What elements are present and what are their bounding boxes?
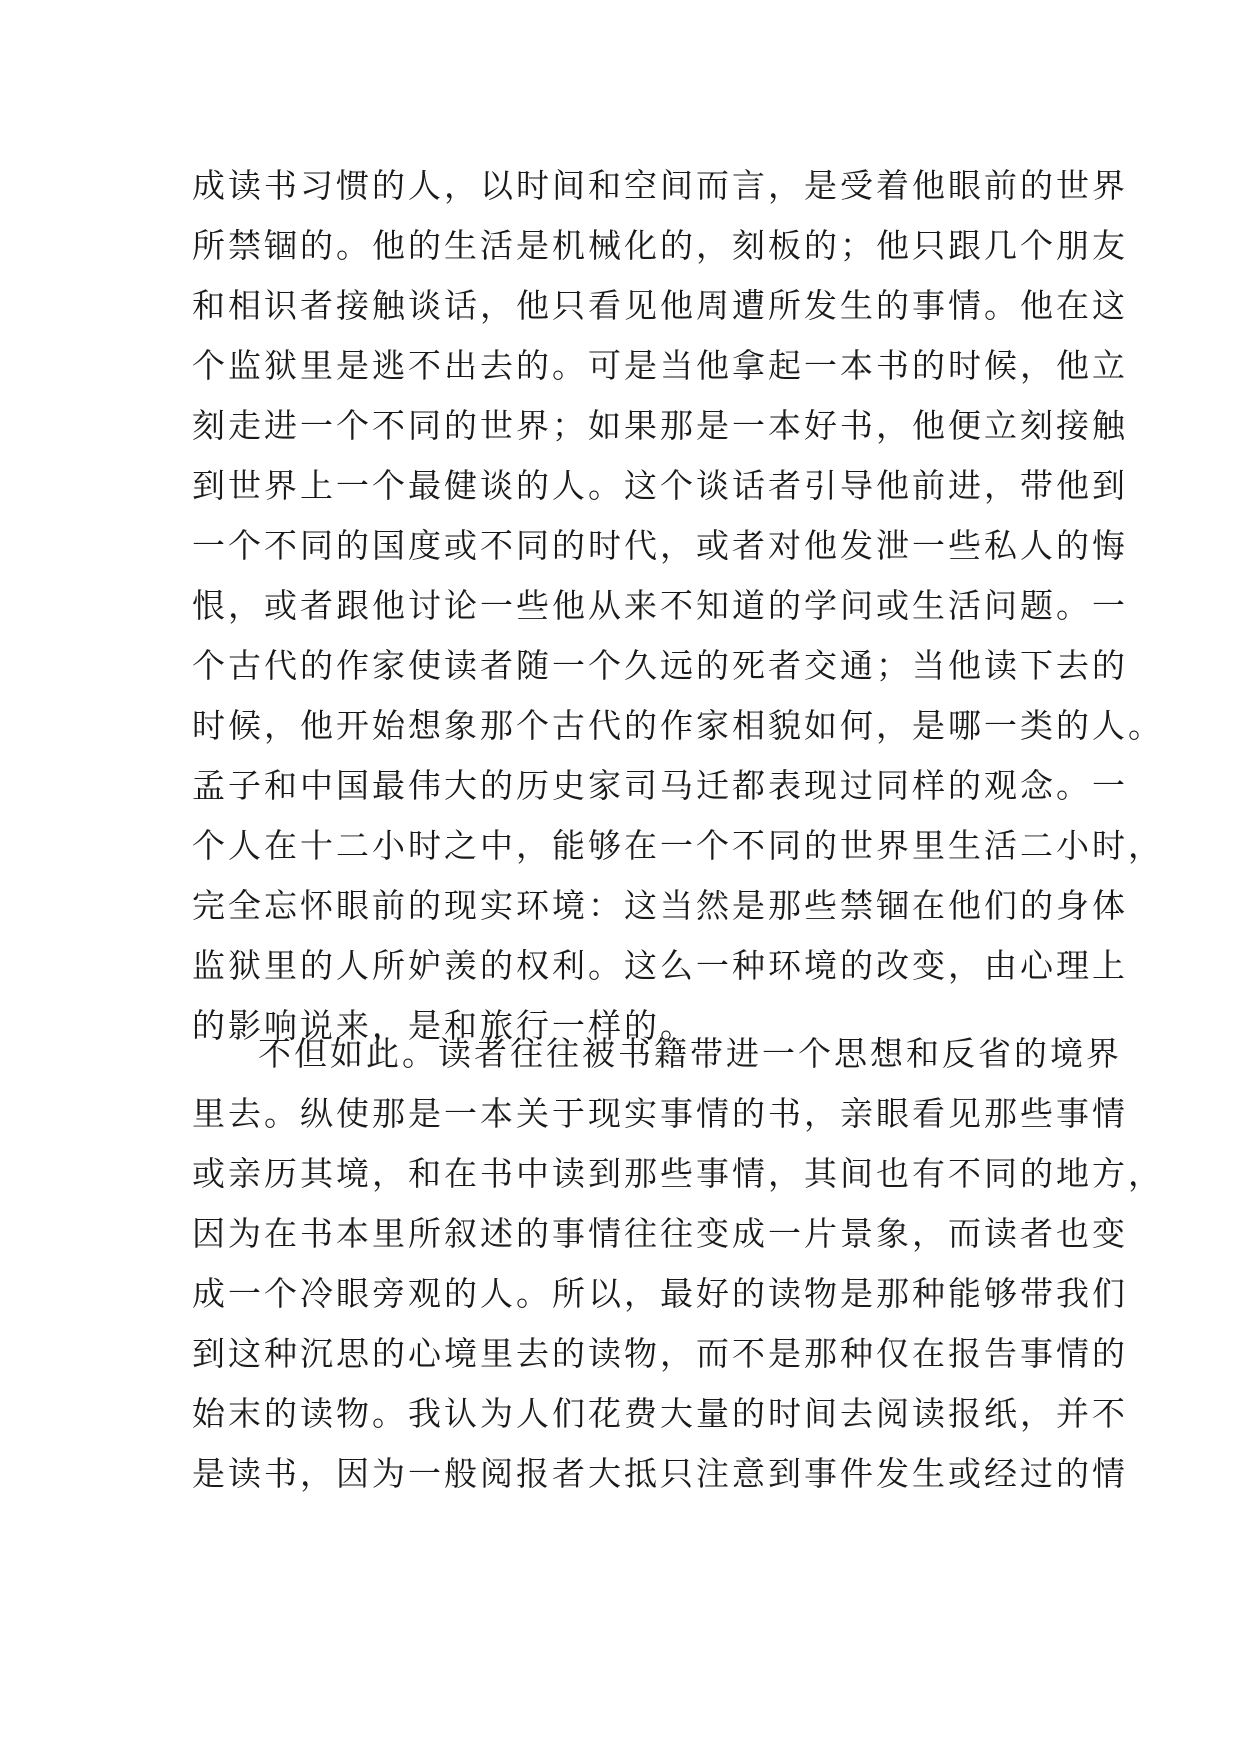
paragraph-line: 时候，他开始想象那个古代的作家相貌如何，是哪一类的人。 [192,706,1164,745]
paragraph-line: 是读书，因为一般阅报者大抵只注意到事件发生或经过的情 [192,1454,1128,1493]
paragraph-line: 恨，或者跟他讨论一些他从来不知道的学问或生活问题。一 [192,586,1128,625]
paragraph-line: 里去。纵使那是一本关于现实事情的书，亲眼看见那些事情 [192,1094,1128,1133]
paragraph-line: 所禁锢的。他的生活是机械化的，刻板的；他只跟几个朋友 [192,226,1128,265]
paragraph-line: 监狱里的人所妒羡的权利。这么一种环境的改变，由心理上 [192,946,1128,985]
paragraph-line: 完全忘怀眼前的现实环境：这当然是那些禁锢在他们的身体 [192,886,1128,925]
paragraph-line: 和相识者接触谈话，他只看见他周遭所发生的事情。他在这 [192,286,1128,325]
paragraph-line: 或亲历其境，和在书中读到那些事情，其间也有不同的地方， [192,1154,1164,1193]
paragraph-line: 个人在十二小时之中，能够在一个不同的世界里生活二小时， [192,826,1164,865]
paragraph-line: 到世界上一个最健谈的人。这个谈话者引导他前进，带他到 [192,466,1128,505]
paragraph-1 [192,156,1164,1056]
paragraph-line: 孟子和中国最伟大的历史家司马迁都表现过同样的观念。一 [192,766,1128,805]
paragraph-2 [192,1024,1164,1504]
paragraph-line: 因为在书本里所叙述的事情往往变成一片景象，而读者也变 [192,1214,1128,1253]
paragraph-line: 成一个冷眼旁观的人。所以，最好的读物是那种能够带我们 [192,1274,1128,1313]
paragraph-line: 的影响说来，是和旅行一样的。 [192,1006,696,1045]
paragraph-line: 刻走进一个不同的世界；如果那是一本好书，他便立刻接触 [192,406,1128,445]
paragraph-line: 个监狱里是逃不出去的。可是当他拿起一本书的时候，他立 [192,346,1128,385]
paragraph-line: 一个不同的国度或不同的时代，或者对他发泄一些私人的悔 [192,526,1128,565]
paragraph-line: 个古代的作家使读者随一个久远的死者交通；当他读下去的 [192,646,1128,685]
paragraph-line: 到这种沉思的心境里去的读物，而不是那种仅在报告事情的 [192,1334,1128,1373]
paragraph-line: 不但如此。读者往往被书籍带进一个思想和反省的境界 [258,1034,1122,1073]
paragraph-line: 成读书习惯的人，以时间和空间而言，是受着他眼前的世界 [192,166,1128,205]
paragraph-line: 始末的读物。我认为人们花费大量的时间去阅读报纸，并不 [192,1394,1128,1433]
